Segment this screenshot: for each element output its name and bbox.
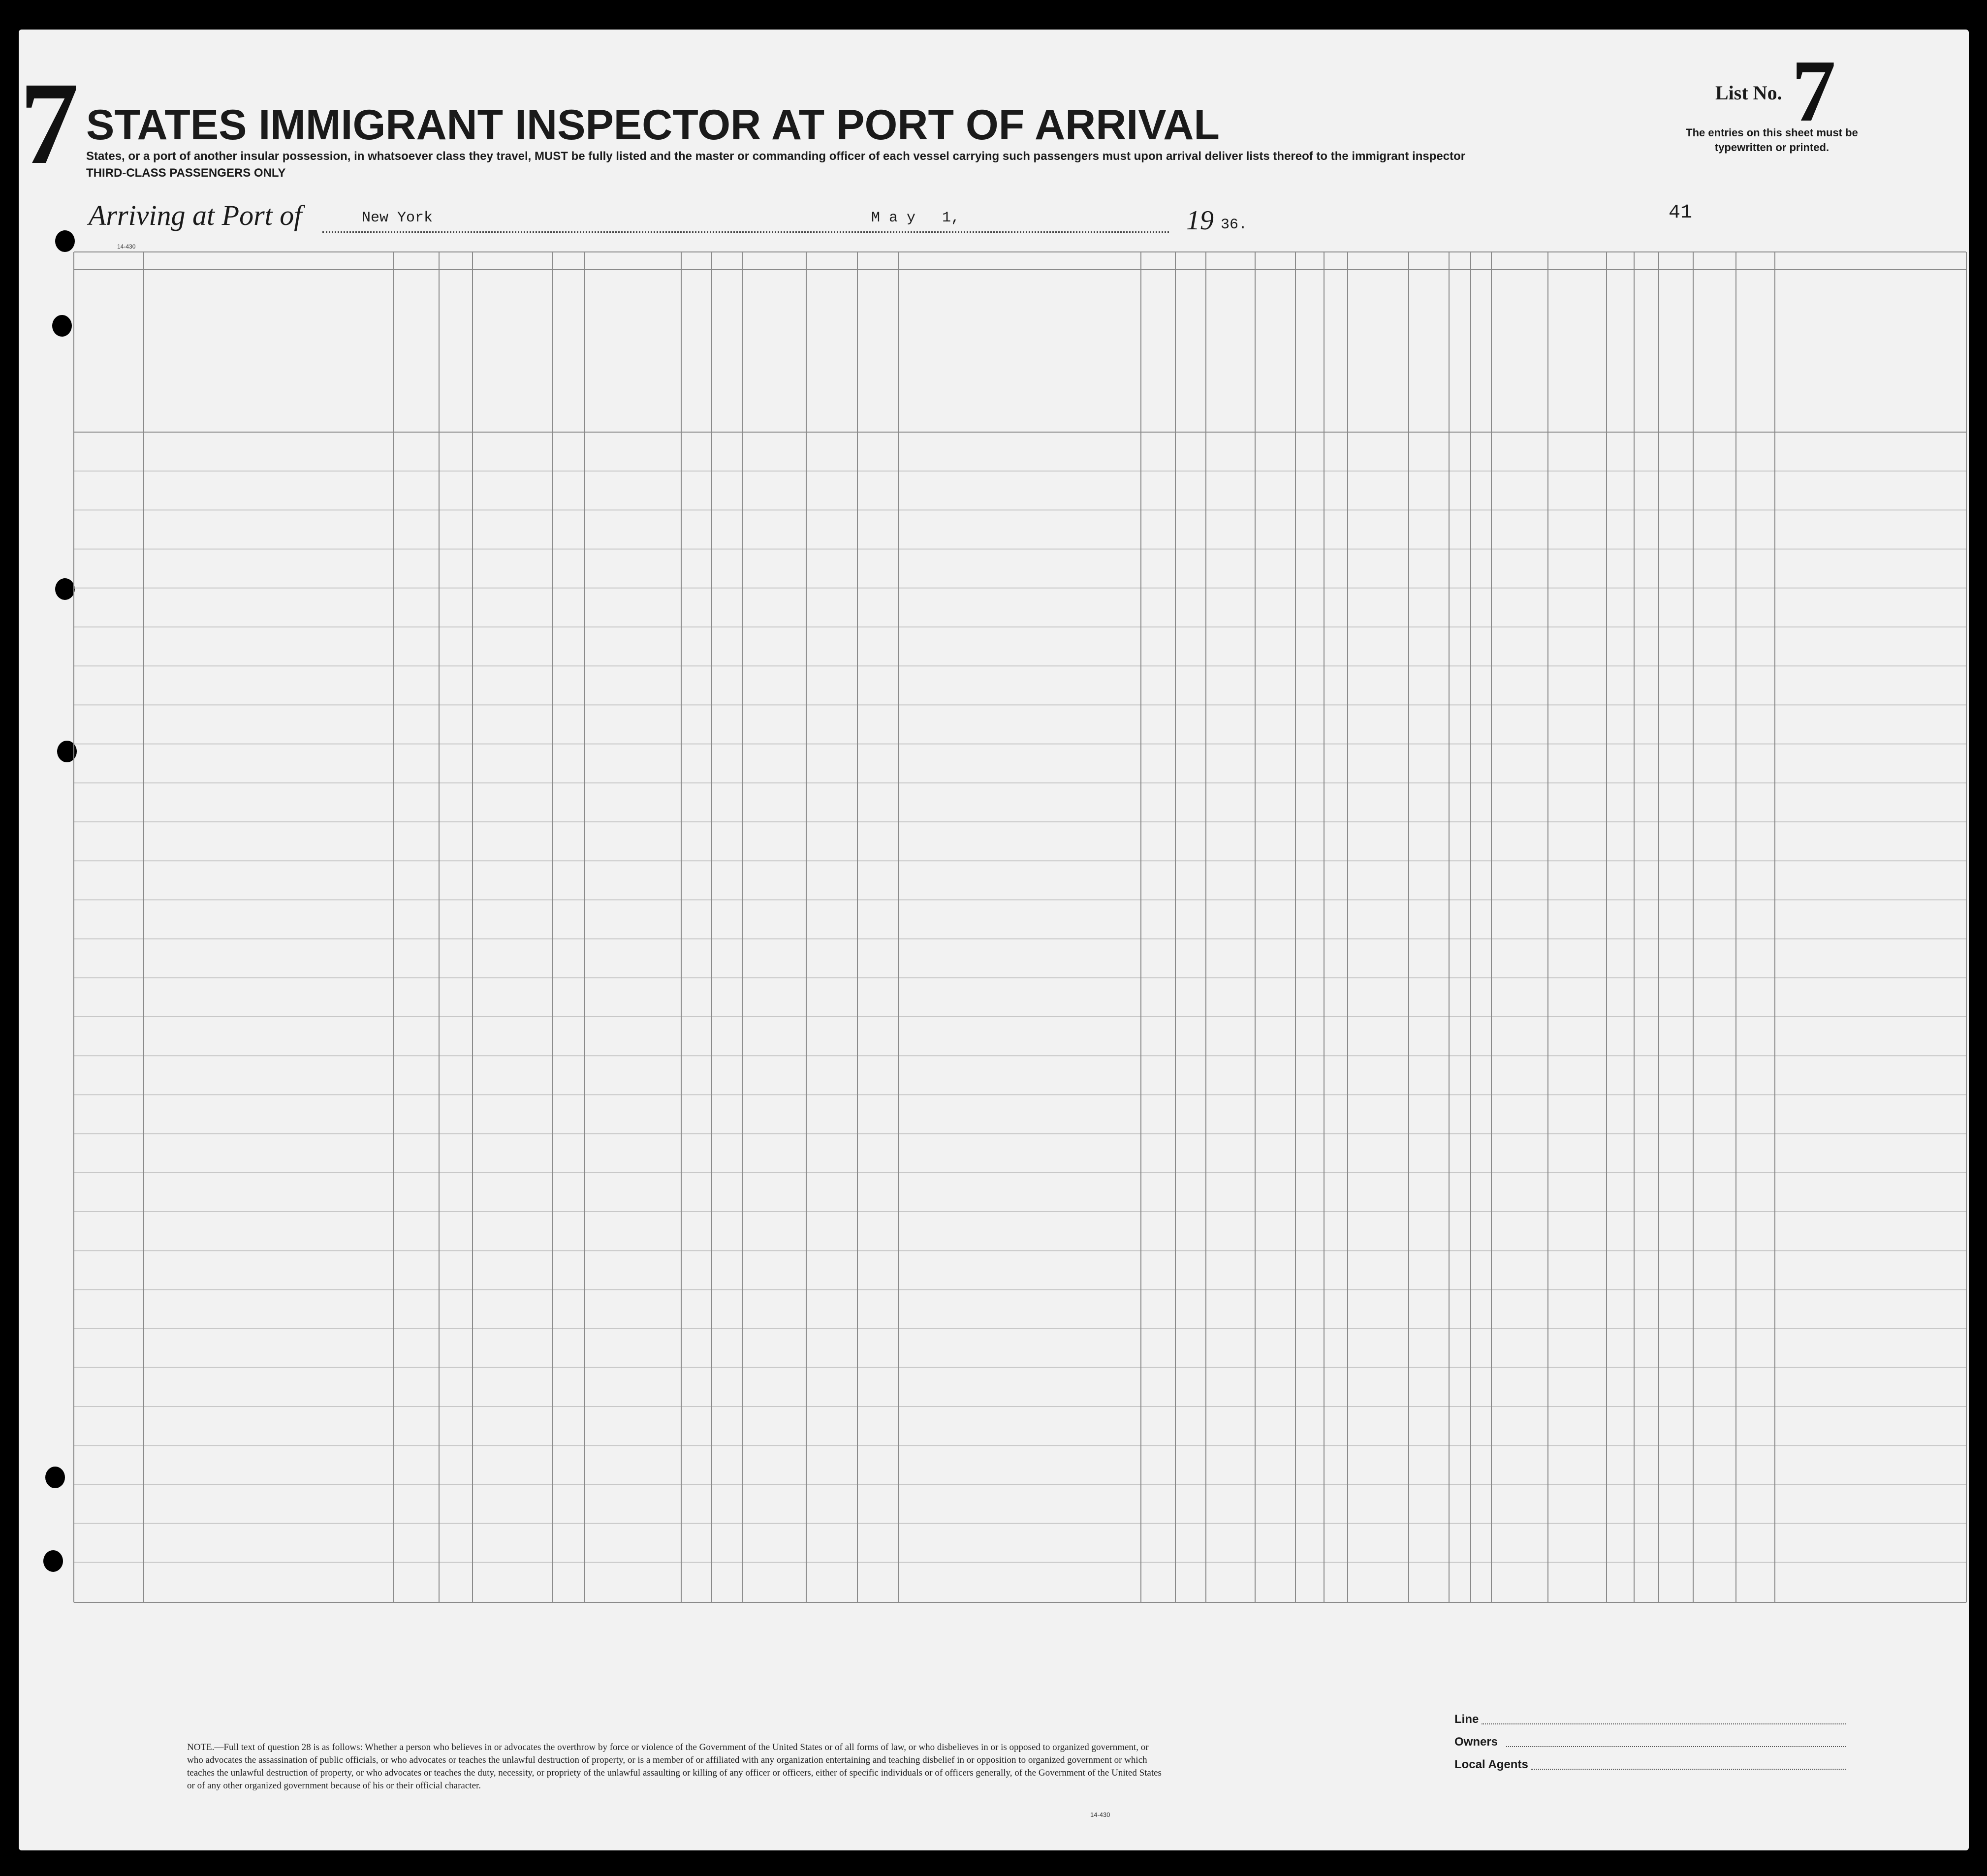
arriving-label: Arriving at Port of: [89, 199, 302, 231]
list-label: List No.: [1715, 82, 1782, 104]
owners-label: Owners: [1454, 1735, 1498, 1749]
agents-underline: [1531, 1769, 1846, 1770]
year-prefix: 19: [1186, 205, 1214, 236]
column-header-label: [681, 283, 712, 429]
subtitle-line-1: States, or a port of another insular possession, in whatsoever class they travel, MUST be fully listed and the master or commanding officer of each vessel carrying such passengers must upon arrival deliver lists thereof to the immigrant inspector: [86, 150, 1466, 163]
year-suffix: 36.: [1221, 217, 1248, 233]
big-list-number: 7: [20, 58, 79, 188]
column-header-label: [1324, 283, 1348, 429]
footnote-question-28: NOTE.—Full text of question 28 is as follows: Whether a person who believes in or advocates the overthrow by force or violence of the Government of the United States or of all forms of law, or who disbelieves in or is opposed to organized government, or who advocates the assassination of public officials, or who advocates or teaches the unlawful destruction of property, or is a member of or affiliated with any organization entertaining and teaching disbelief in or opposition to organized government or which teaches the unlawful destruction of property, or who advocates or teaches the duty, necessity, or propriety of the unlawful assaulting or killing of any officer or officers, either of specific individuals or of officers generally, of the Government of the United States or of any other organized government because of his or their official character.: [187, 1742, 1162, 1791]
line-underline: [1482, 1723, 1846, 1724]
subtitle-line-2: THIRD-CLASS PASSENGERS ONLY: [86, 166, 286, 180]
form-code: 14-430: [117, 243, 136, 250]
column-header-label: [1409, 283, 1449, 429]
column-header-label: [1471, 283, 1491, 429]
column-header-label: [1348, 283, 1409, 429]
column-header-label: [1141, 327, 1175, 429]
list-number: 7: [1792, 42, 1836, 140]
list-note: The entries on this sheet must be typewritten or printed.: [1686, 126, 1858, 154]
footer-form-code: 14-430: [1090, 1811, 1110, 1818]
column-header-label: [1206, 327, 1255, 429]
port-name: New York: [362, 210, 433, 226]
page-number: 41: [1669, 202, 1693, 224]
line-label: Line: [1454, 1713, 1479, 1726]
page-title: STATES IMMIGRANT INSPECTOR AT PORT OF ARRIVAL: [86, 101, 1220, 149]
column-header-label: [1449, 283, 1471, 429]
arrival-date: M a y 1,: [871, 210, 960, 226]
owners-underline: [1506, 1746, 1846, 1747]
column-header-label: [1295, 283, 1324, 429]
local-agents-label: Local Agents: [1454, 1758, 1528, 1771]
column-header-label: [1255, 283, 1295, 429]
column-header-label: [552, 283, 585, 429]
column-header-label: [1175, 327, 1206, 429]
